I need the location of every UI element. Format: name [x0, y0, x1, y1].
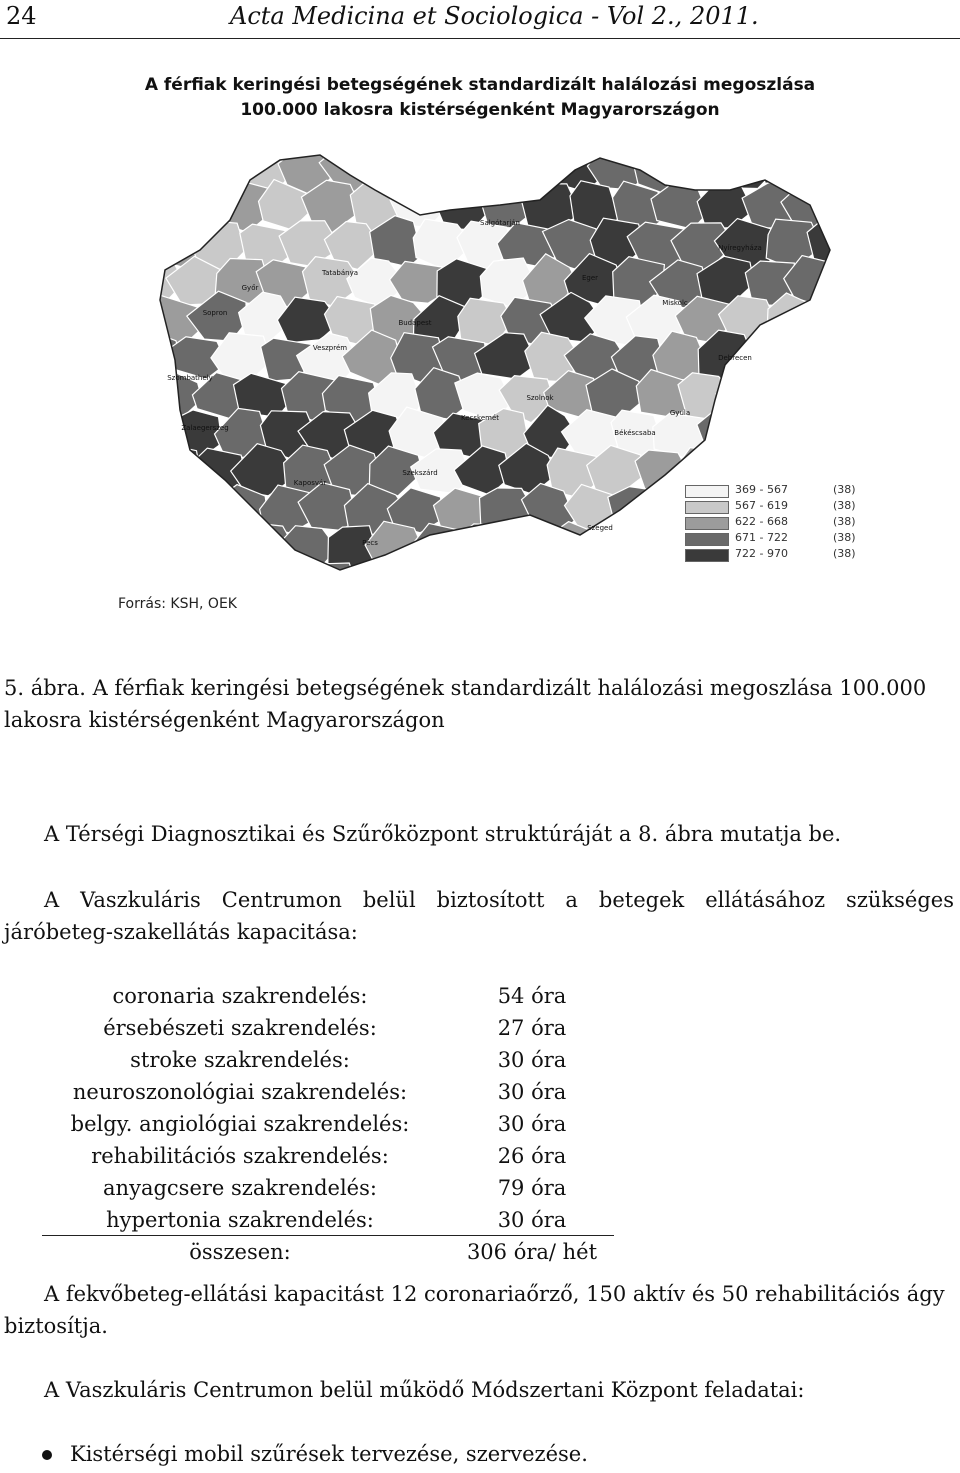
- map-place-label: Budapest: [398, 319, 432, 327]
- table-total-row: [42, 1236, 614, 1268]
- legend-range: 567 - 619: [735, 499, 788, 512]
- district-region: [120, 148, 158, 191]
- district-region: [124, 486, 182, 531]
- district-region: [696, 562, 751, 600]
- figure-title-line1: A férfiak keringési betegségének standardizált halálozási megoszlása: [144, 75, 816, 95]
- figure-source: Forrás: KSH, OEK: [118, 596, 237, 612]
- legend-row: [685, 531, 865, 546]
- district-region: [745, 330, 797, 383]
- district-region: [120, 130, 140, 151]
- map-place-label: Szolnok: [526, 394, 554, 402]
- legend-swatch: [685, 549, 729, 562]
- district-region: [215, 560, 271, 600]
- district-region: [368, 140, 429, 190]
- table-row: [42, 980, 614, 1012]
- district-region: [128, 184, 181, 230]
- district-region: [804, 373, 840, 417]
- district-region: [481, 561, 533, 600]
- map-legend: [685, 483, 865, 563]
- table-row: [42, 1044, 614, 1076]
- journal-title: Acta Medicina et Sociologica - Vol 2., 2011.: [230, 2, 759, 30]
- district-region: [120, 563, 142, 600]
- map-place-label: Miskolc: [662, 299, 688, 307]
- legend-row: [685, 499, 865, 514]
- district-region: [500, 146, 560, 195]
- legend-swatch: [685, 517, 729, 530]
- district-region: [120, 223, 156, 268]
- district-region: [455, 140, 513, 191]
- table-cell-value: 30 óra: [497, 1208, 567, 1232]
- district-region: [120, 488, 141, 533]
- table-row: [42, 1204, 614, 1236]
- district-region: [120, 181, 137, 231]
- district-region: [739, 562, 798, 600]
- district-region: [168, 482, 227, 535]
- district-region: [392, 558, 451, 601]
- district-region: [215, 130, 269, 151]
- district-region: [786, 565, 841, 600]
- table-row: [42, 1172, 614, 1204]
- table-cell-label: coronaria szakrendelés:: [112, 984, 368, 1008]
- map-place-label: Kaposvár: [293, 479, 327, 487]
- district-region: [631, 522, 690, 571]
- table-cell-label: stroke szakrendelés:: [130, 1048, 350, 1072]
- paragraph-capacity-intro: A Vaszkuláris Centrumon belül biztosított a betegek ellátásához szükséges járóbeteg-szakellátás kapacitása:: [4, 888, 954, 944]
- table-cell-label: érsebészeti szakrendelés:: [103, 1016, 377, 1040]
- total-label: összesen:: [189, 1240, 291, 1264]
- table-row: [42, 1140, 614, 1172]
- district-region: [809, 298, 840, 343]
- table-cell-label: rehabilitációs szakrendelés:: [91, 1144, 389, 1168]
- table-cell-value: 30 óra: [497, 1112, 567, 1136]
- map-place-label: Salgótarján: [480, 219, 520, 227]
- district-region: [413, 142, 466, 191]
- table-row: [42, 1012, 614, 1044]
- figure-map: [100, 70, 860, 630]
- legend-count: (38): [833, 531, 856, 544]
- table-cell-label: hypertonia szakrendelés:: [106, 1208, 374, 1232]
- map-place-label: Eger: [581, 274, 599, 282]
- district-region: [253, 562, 317, 601]
- district-region: [127, 130, 184, 155]
- district-region: [349, 564, 401, 600]
- legend-count: (38): [833, 547, 856, 560]
- district-region: [480, 130, 536, 153]
- table-cell-value: 54 óra: [497, 984, 567, 1008]
- district-region: [148, 444, 202, 496]
- district-region: [675, 143, 736, 190]
- district-region: [570, 130, 623, 153]
- page-number: 24: [6, 2, 37, 30]
- bullet-icon: [42, 1450, 52, 1460]
- district-region: [522, 130, 576, 152]
- district-region: [390, 130, 448, 152]
- district-region: [187, 523, 251, 573]
- district-region: [194, 141, 252, 191]
- district-region: [716, 375, 780, 418]
- legend-swatch: [685, 533, 729, 546]
- district-region: [605, 130, 666, 157]
- table-cell-label: belgy. angiológiai szakrendelés:: [70, 1112, 410, 1136]
- legend-row: [685, 483, 865, 498]
- district-region: [128, 409, 181, 459]
- district-region: [783, 331, 840, 381]
- capacity-table: [42, 980, 614, 1268]
- legend-count: (38): [833, 483, 856, 496]
- district-region: [120, 521, 160, 572]
- table-row: [42, 1108, 614, 1140]
- table-cell-value: 30 óra: [497, 1080, 567, 1104]
- table-cell-value: 26 óra: [497, 1144, 567, 1168]
- district-region: [164, 130, 222, 155]
- legend-row: [685, 547, 865, 562]
- total-value: 306 óra/ hét: [466, 1240, 598, 1264]
- district-region: [168, 560, 230, 600]
- legend-range: 369 - 567: [735, 483, 788, 496]
- district-region: [656, 560, 714, 600]
- legend-row: [685, 515, 865, 530]
- figure-caption: 5. ábra. A férfiak keringési betegségének standardizált halálozási megoszlása 100.000 lakosra kistérségenként Magyarországon: [4, 676, 927, 732]
- map-place-label: Kecskemét: [460, 414, 500, 422]
- map-place-label: Veszprém: [312, 344, 348, 352]
- district-region: [697, 130, 753, 154]
- district-region: [430, 130, 490, 157]
- district-region: [120, 296, 159, 341]
- list-item-text: Kistérségi mobil szűrések tervezése, szervezése.: [70, 1442, 588, 1466]
- district-region: [302, 130, 358, 153]
- map-place-label: Szombathely: [167, 374, 213, 382]
- district-region: [763, 372, 817, 421]
- figure-title-line2: 100.000 lakosra kistérségenként Magyarországon: [240, 100, 720, 120]
- district-region: [345, 130, 403, 152]
- legend-range: 722 - 970: [735, 547, 788, 560]
- map-place-label: Debrecen: [718, 354, 752, 362]
- district-region: [301, 563, 359, 600]
- paragraph-method-center: A Vaszkuláris Centrumon belül működő Módszertani Központ feladatai:: [44, 1378, 805, 1402]
- legend-count: (38): [833, 499, 856, 512]
- map-place-label: Szekszárd: [402, 469, 438, 477]
- district-region: [501, 523, 558, 571]
- district-region: [144, 146, 200, 191]
- district-region: [608, 564, 666, 600]
- table-row: [42, 1076, 614, 1108]
- legend-swatch: [685, 501, 729, 514]
- district-region: [232, 523, 295, 576]
- map-place-label: Pécs: [362, 539, 378, 547]
- table-cell-value: 30 óra: [497, 1048, 567, 1072]
- table-cell-label: anyagcsere szakrendelés:: [103, 1176, 377, 1200]
- map-place-label: Győr: [241, 284, 259, 292]
- district-region: [257, 130, 314, 152]
- district-region: [120, 257, 142, 306]
- district-region: [144, 522, 208, 572]
- map-place-label: Szeged: [587, 524, 613, 532]
- map-place-label: Gyula: [669, 409, 691, 417]
- legend-count: (38): [833, 515, 856, 528]
- district-region: [566, 566, 618, 600]
- legend-range: 622 - 668: [735, 515, 788, 528]
- district-region: [452, 524, 511, 576]
- running-header: [0, 0, 960, 39]
- district-region: [126, 562, 185, 600]
- district-region: [120, 371, 165, 423]
- district-region: [809, 146, 841, 191]
- district-region: [434, 561, 493, 600]
- map-place-label: Sopron: [202, 309, 228, 317]
- map-place-label: Tatabánya: [321, 269, 359, 277]
- district-region: [655, 130, 712, 154]
- district-region: [120, 412, 139, 455]
- map-place-label: Nyíregyháza: [718, 244, 762, 252]
- paragraph-diagnostics: A Térségi Diagnosztikai és Szűrőközpont struktúráját a 8. ábra mutatja be.: [44, 822, 842, 846]
- paragraph-inpatient: A fekvőbeteg-ellátási kapacitást 12 coronariaőrző, 150 aktív és 50 rehabilitációs ágy biztosítja.: [4, 1282, 945, 1338]
- district-region: [120, 447, 162, 499]
- district-region: [786, 130, 840, 155]
- district-region: [765, 145, 823, 190]
- map-place-label: Békéscsaba: [614, 429, 656, 437]
- district-region: [743, 130, 798, 154]
- district-region: [120, 331, 142, 379]
- table-cell-value: 27 óra: [497, 1016, 567, 1040]
- district-region: [744, 409, 798, 462]
- district-region: [168, 183, 228, 228]
- table-cell-label: neuroszonológiai szakrendelés:: [72, 1080, 408, 1104]
- legend-range: 671 - 722: [735, 531, 788, 544]
- district-region: [517, 560, 580, 600]
- map-place-label: Zalaegerszeg: [181, 424, 229, 432]
- table-cell-value: 79 óra: [497, 1176, 567, 1200]
- district-region: [786, 407, 841, 460]
- legend-swatch: [685, 485, 729, 498]
